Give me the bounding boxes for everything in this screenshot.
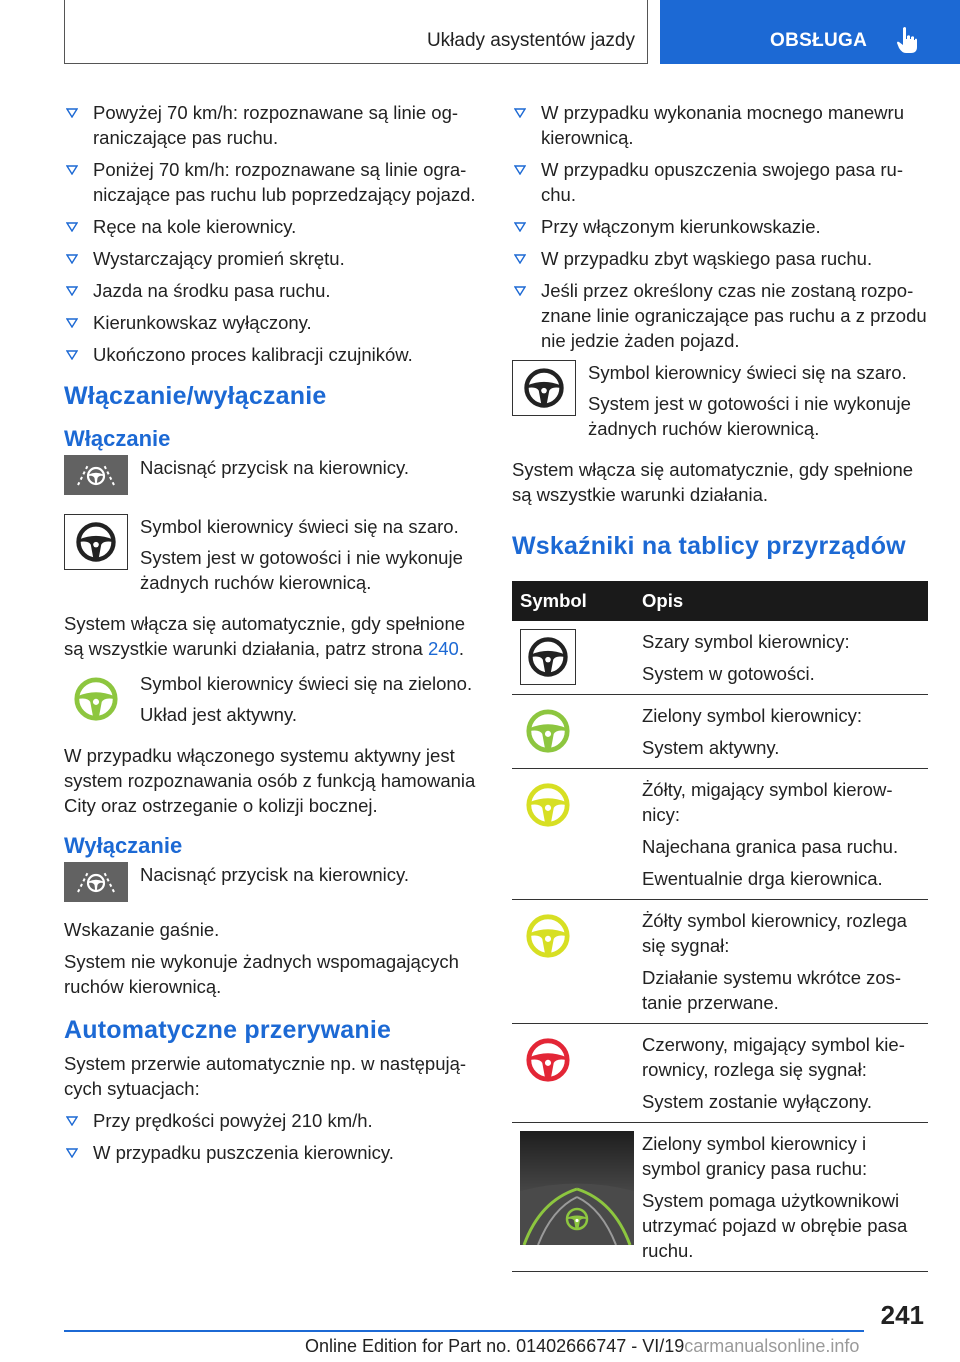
no-steering-text: System nie wykonuje żadnych wspomagających ruchów kierownicą. — [64, 951, 459, 997]
auto-interrupt-text: System przerwie automatycznie np. w następujących sytuacjach: — [64, 1053, 467, 1099]
auto-on-paragraph: System włącza się automatycznie, gdy spełnione są wszystkie warunki działania, patrz strona 240. — [64, 613, 466, 659]
hand-pointer-icon — [896, 26, 918, 54]
bullet-triangle-icon — [66, 286, 78, 296]
table-row: Zielony symbol kierownicy i symbol granicy pasa ruchu: System pomaga użytkownikowi utrzymać pojazd w obrębie pasa ruchu. — [512, 1123, 928, 1272]
active-systems-paragraph: W przypadku włączonego systemu aktywny jest system rozpoznawania osób z funkcją hamowania City oraz ostrzeganie o kolizji bocznej. — [64, 745, 476, 816]
table-row: Żółty, migający symbol kierownicy: Najechana granica pasa ruchu. Ewentualnie drga kierownica. — [512, 769, 928, 900]
list-item: Jeśli przez określony czas nie zostaną rozpoznane linie ograniczające pas ruchu a z przodu nie jedzie żaden pojazd. — [512, 278, 928, 353]
bullet-triangle-icon — [66, 254, 78, 264]
right-column — [512, 100, 928, 1272]
list-item: Kierunkowskaz wyłączony. — [64, 310, 480, 335]
bullet-triangle-icon — [514, 165, 526, 175]
column-header-symbol: Symbol — [512, 581, 642, 621]
table-row: Żółty symbol kierownicy, rozlega się sygnał: Działanie systemu wkrótce zostanie przerwane. — [512, 900, 928, 1024]
bullet-triangle-icon — [514, 222, 526, 232]
heading-switch-off: Wyłączanie — [64, 833, 183, 858]
bullet-triangle-icon — [66, 222, 78, 232]
footer-divider — [64, 1330, 864, 1332]
steering-wheel-green-icon — [525, 708, 571, 754]
active-text: Układ jest aktywny. — [140, 704, 297, 725]
list-item: W przypadku puszczenia kierownicy. — [64, 1140, 480, 1165]
list-item: Wystarczający promień skrętu. — [64, 246, 480, 271]
steering-wheel-green-icon — [73, 676, 119, 722]
steering-wheel-grey-icon — [75, 521, 117, 563]
bullet-triangle-icon — [66, 165, 78, 175]
section-tab[interactable] — [660, 0, 960, 64]
heading-switch-on: Włączanie — [64, 426, 171, 451]
bullet-triangle-icon — [514, 254, 526, 264]
table-row: Czerwony, migający symbol kierownicy, rozlega się sygnał: System zostanie wyłączony. — [512, 1024, 928, 1123]
lane-boundary-display-icon — [520, 1131, 634, 1245]
list-item: Powyżej 70 km/h: rozpoznawane są linie ograniczające pas ruchu. — [64, 100, 480, 150]
interrupt-list-continued — [512, 100, 928, 353]
green-symbol-row — [64, 671, 480, 733]
lane-assist-button-icon — [64, 862, 128, 902]
list-item: Jazda na środku pasa ruchu. — [64, 278, 480, 303]
indicators-table — [512, 581, 928, 1272]
list-item: Przy prędkości powyżej 210 km/h. — [64, 1108, 480, 1133]
heading-indicators: Wskaźniki na tablicy przyrządów — [512, 532, 906, 560]
list-item: W przypadku opuszczenia swojego pasa ruchu. — [512, 157, 928, 207]
table-row: Zielony symbol kierownicy: System aktywny. — [512, 695, 928, 769]
green-symbol-text: Symbol kierownicy świeci się na zielono. — [140, 673, 473, 694]
heading-auto-interrupt: Automatyczne przerywanie — [64, 1016, 392, 1044]
display-off-text: Wskazanie gaśnie. — [64, 919, 220, 940]
bullet-triangle-icon — [66, 350, 78, 360]
grey-symbol-row — [64, 514, 480, 601]
standby-text: System jest w gotowości i nie wykonuje żadnych ruchów kierownicą. — [588, 393, 911, 439]
bullet-triangle-icon — [514, 108, 526, 118]
bullet-triangle-icon — [66, 1116, 78, 1126]
footer-edition: Online Edition for Part no. 01402666747 - VI/19carmanualsonline.info — [305, 1336, 860, 1356]
auto-on-paragraph-right: System włącza się automatycznie, gdy spełnione są wszystkie warunki działania. — [512, 459, 914, 505]
steering-wheel-red-icon — [525, 1037, 571, 1083]
press-button-off-row — [64, 862, 480, 907]
list-item: W przypadku wykonania mocnego manewru kierownicą. — [512, 100, 928, 150]
heading-on-off: Włączanie/wyłączanie — [64, 382, 327, 410]
press-button-off-text: Nacisnąć przycisk na kierownicy. — [140, 864, 410, 885]
section-tab-label: OBSŁUGA — [770, 30, 868, 51]
page-number: 241 — [880, 1300, 924, 1330]
grey-symbol-row-right — [512, 360, 928, 447]
table-row: Szary symbol kierownicy: System w gotowości. — [512, 621, 928, 695]
header-chapter-box — [64, 0, 648, 64]
grey-symbol-text: Symbol kierownicy świeci się na szaro. — [588, 362, 907, 383]
bullet-triangle-icon — [66, 108, 78, 118]
interrupt-list — [64, 1108, 480, 1165]
steering-wheel-grey-icon — [527, 636, 569, 678]
conditions-list — [64, 100, 480, 367]
bullet-triangle-icon — [66, 1148, 78, 1158]
page-link[interactable]: 240 — [427, 638, 459, 659]
steering-wheel-yellow-icon — [525, 913, 571, 959]
column-header-description: Opis — [642, 581, 928, 621]
standby-text: System jest w gotowości i nie wykonuje żadnych ruchów kierownicą. — [140, 547, 463, 593]
list-item: Ręce na kole kierownicy. — [64, 214, 480, 239]
list-item: Przy włączonym kierunkowskazie. — [512, 214, 928, 239]
bullet-triangle-icon — [66, 318, 78, 328]
watermark: carmanualsonline.info — [684, 1336, 860, 1356]
press-button-text: Nacisnąć przycisk na kierownicy. — [140, 457, 410, 478]
bullet-triangle-icon — [514, 286, 526, 296]
list-item: Ukończono proces kalibracji czujników. — [64, 342, 480, 367]
steering-wheel-yellow-icon — [525, 782, 571, 828]
chapter-title: Układy asystentów jazdy — [426, 30, 635, 51]
press-button-row — [64, 455, 480, 500]
list-item: Poniżej 70 km/h: rozpoznawane są linie ograniczające pas ruchu lub poprzedzający pojazd. — [64, 157, 480, 207]
left-column — [64, 100, 480, 1172]
lane-assist-button-icon — [64, 455, 128, 495]
grey-symbol-text: Symbol kierownicy świeci się na szaro. — [140, 516, 459, 537]
list-item: W przypadku zbyt wąskiego pasa ruchu. — [512, 246, 928, 271]
steering-wheel-grey-icon — [523, 367, 565, 409]
